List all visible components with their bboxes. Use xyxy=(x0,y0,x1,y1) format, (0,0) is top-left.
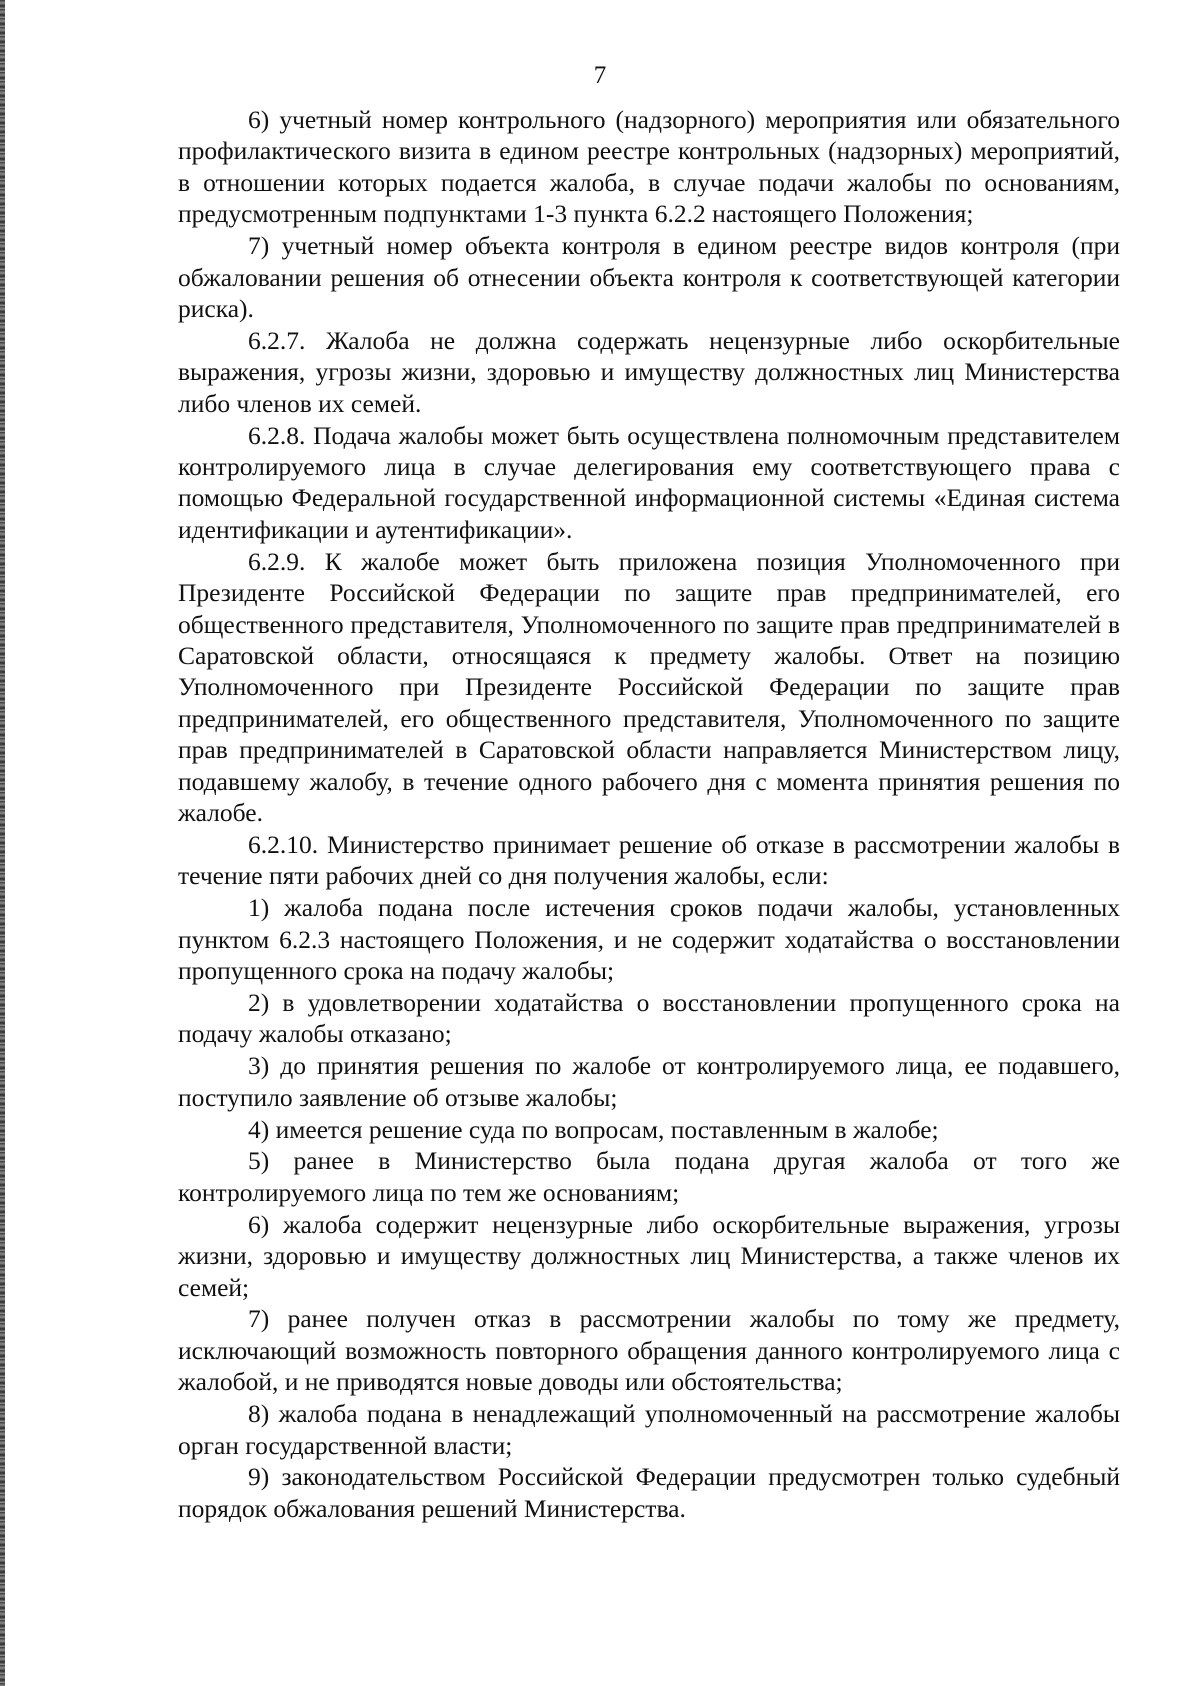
refusal-ground-8: 8) жалоба подана в ненадлежащий уполномоченный на рассмотрение жалобы орган государственной власти; xyxy=(178,1399,1120,1460)
refusal-ground-7: 7) ранее получен отказ в рассмотрении жалобы по тому же предмету, исключающий возможность повторного обращения данного контролируемого лица с жалобой, и не приводятся новые доводы или обстоятельства; xyxy=(178,1304,1120,1397)
paragraph-6-2-10: 6.2.10. Министерство принимает решение об отказе в рассмотрении жалобы в течение пяти рабочих дней со дня получения жалобы, если: xyxy=(178,829,1120,891)
refusal-ground-3: 3) до принятия решения по жалобе от контролируемого лица, ее подавшего, поступило заявление об отзыве жалобы; xyxy=(178,1051,1120,1112)
scan-edge xyxy=(0,0,5,1686)
refusal-ground-4: 4) имеется решение суда по вопросам, поставленным в жалобе; xyxy=(248,1114,939,1144)
refusal-ground-5: 5) ранее в Министерство была подана другая жалоба от того же контролируемого лица по тем же основаниям; xyxy=(178,1146,1120,1207)
refusal-ground-2: 2) в удовлетворении ходатайства о восстановлении пропущенного срока на подачу жалобы отказано; xyxy=(178,987,1120,1049)
document-body xyxy=(178,104,1120,1525)
paragraph-item-7-object-number: 7) учетный номер объекта контроля в едином реестре видов контроля (при обжаловании решения об отнесении объекта контроля к соответствующей категории риска). xyxy=(178,231,1120,323)
refusal-ground-1: 1) жалоба подана после истечения сроков подачи жалобы, установленных пунктом 6.2.3 настоящего Положения, и не содержит ходатайства о восстановлении пропущенного срока на подачу жалобы; xyxy=(178,893,1120,985)
paragraph-6-2-7: 6.2.7. Жалоба не должна содержать нецензурные либо оскорбительные выражения, угрозы жизни, здоровью и имуществу должностных лиц Министерства либо членов их семей. xyxy=(178,325,1120,418)
paragraph-6-2-9: 6.2.9. К жалобе может быть приложена позиция Уполномоченного при Президенте Российской Федерации по защите прав предпринимателей, его общественного представителя, Уполномоченного по защите прав предпринимателей в Саратовской области, относящаяся к предмету жалобы. Ответ на позицию Уполномоченного при Президенте Российской Федерации по защите прав предпринимателей, его общественного представителя, Уполномоченного по защите прав предпринимателей в Саратовской области направляется Министерством лицу, подавшему жалобу, в течение одного рабочего дня с момента принятия решения по жалобе. xyxy=(178,546,1120,827)
paragraph-item-6-registry-number: 6) учетный номер контрольного (надзорного) мероприятия или обязательного профилактического визита в едином реестре контрольных (надзорных) мероприятий, в отношении которых подается жалоба, в случае подачи жалобы по основаниям, предусмотренным подпунктами 1-3 пункта 6.2.2 настоящего Положения; xyxy=(178,105,1120,229)
refusal-ground-9: 9) законодательством Российской Федерации предусмотрен только судебный порядок обжалования решений Министерства. xyxy=(178,1462,1120,1523)
paragraph-6-2-8: 6.2.8. Подача жалобы может быть осуществлена полномочным представителем контролируемого лица в случае делегирования ему соответствующего права с помощью Федеральной государственной информационной системы «Единая система идентификации и аутентификации». xyxy=(178,420,1120,544)
page-number: 7 xyxy=(593,62,607,89)
refusal-ground-6: 6) жалоба содержит нецензурные либо оскорбительные выражения, угрозы жизни, здоровью и имуществу должностных лиц Министерства, а также членов их семей; xyxy=(178,1209,1120,1302)
